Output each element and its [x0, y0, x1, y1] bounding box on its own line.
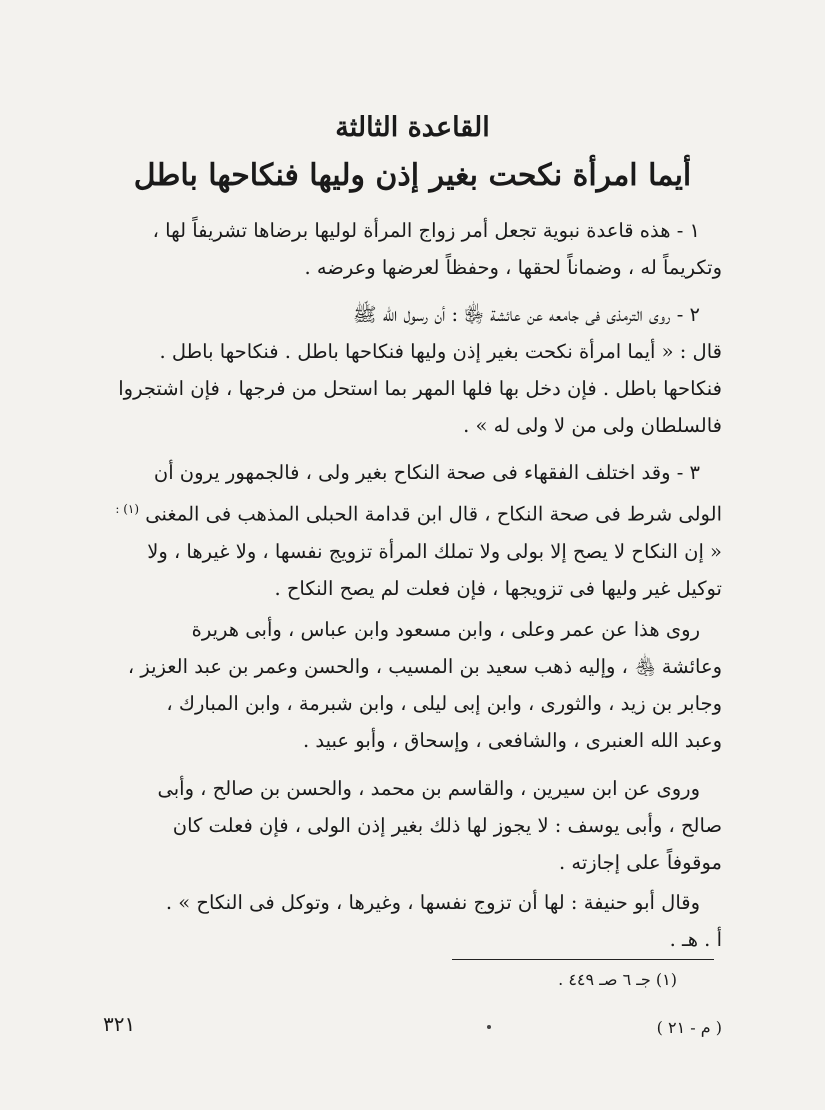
text-line: توكيل غير وليها فى تزويجها ، فإن فعلت لم يصح النكاح . [274, 576, 722, 600]
paragraph-4 [107, 611, 722, 759]
text-line: ٢ - روى الترمذى فى جامعه عن عائشة ﵂ : أن رسول الله ﷺ [352, 303, 700, 326]
text-line: وقال أبو حنيفة : لها أن تزوج نفسها ، وغيرها ، وتوكل فى النكاح » . [165, 891, 700, 914]
text-line: قال : « أيما امرأة نكحت بغير إذن وليها فنكاحها باطل . فنكاحها باطل . [159, 340, 722, 363]
signature-mark: ( م - ٢١ ) [656, 1018, 722, 1037]
text-line: وتكريماً له ، وضماناً لحقها ، وحفظاً لعرضها وعرضه . [304, 256, 722, 279]
text-line: موقوفاً على إجازته . [558, 851, 722, 874]
paragraph-1 [107, 212, 722, 286]
text-line: وروى عن ابن سيرين ، والقاسم بن محمد ، والحسن بن صالح ، وأبى [157, 777, 700, 800]
text-line: وجابر بن زيد ، والثورى ، وابن إبى ليلى ، وابن شبرمة ، وابن المبارك ، [166, 692, 722, 715]
text-line: أ . هـ . [669, 928, 722, 951]
text-line: روى هذا عن عمر وعلى ، وابن مسعود وابن عباس ، وأبى هريرة [191, 618, 700, 641]
text-line-content: الولى شرط فى صحة النكاح ، قال ابن قدامة الحبلى المذهب فى المغنى [145, 502, 722, 526]
text-line: فنكاحها باطل . فإن دخل بها فلها المهر بما استحل من فرجها ، فإن اشتجروا [118, 377, 722, 400]
rule-text-heading: أيما امرأة نكحت بغير إذن وليها فنكاحها باطل [133, 158, 692, 193]
paragraph-2 [107, 296, 722, 444]
page-number: ٣٢١ [103, 1012, 136, 1036]
footnote-divider [452, 959, 714, 960]
text-line: فالسلطان ولى من لا ولى له » . [463, 414, 722, 437]
text-line: صالح ، وأبى يوسف : لا يجوز لها ذلك بغير إذن الولى ، فإن فعلت كان [172, 814, 722, 837]
footnote-ref: (١) : [115, 502, 140, 516]
text-line: وعبد الله العنبرى ، والشافعى ، وإسحاق ، وأبو عبيد . [303, 729, 722, 752]
rule-title: القاعدة الثالثة [335, 112, 490, 143]
footnote: (١) جـ ٦ صـ ٤٤٩ . [558, 970, 677, 989]
paragraph-6 [107, 884, 722, 958]
text-line: « إن النكاح لا يصح إلا بولى ولا تملك المرأة تزويج نفسها ، ولا غيرها ، ولا [147, 539, 722, 563]
paragraph-5 [107, 770, 722, 881]
paragraph-3 [107, 454, 722, 607]
text-line [107, 491, 722, 533]
text-line: ١ - هذه قاعدة نبوية تجعل أمر زواج المرأة لوليها برضاها تشريفاً لها ، [152, 219, 700, 242]
text-line: ٣ - وقد اختلف الفقهاء فى صحة النكاح بغير ولى ، فالجمهور يرون أن [153, 461, 700, 484]
text-line: وعائشة ﵃ ، وإليه ذهب سعيد بن المسيب ، والحسن وعمر بن عبد العزيز ، [127, 655, 722, 678]
dot-mark [487, 1025, 491, 1029]
